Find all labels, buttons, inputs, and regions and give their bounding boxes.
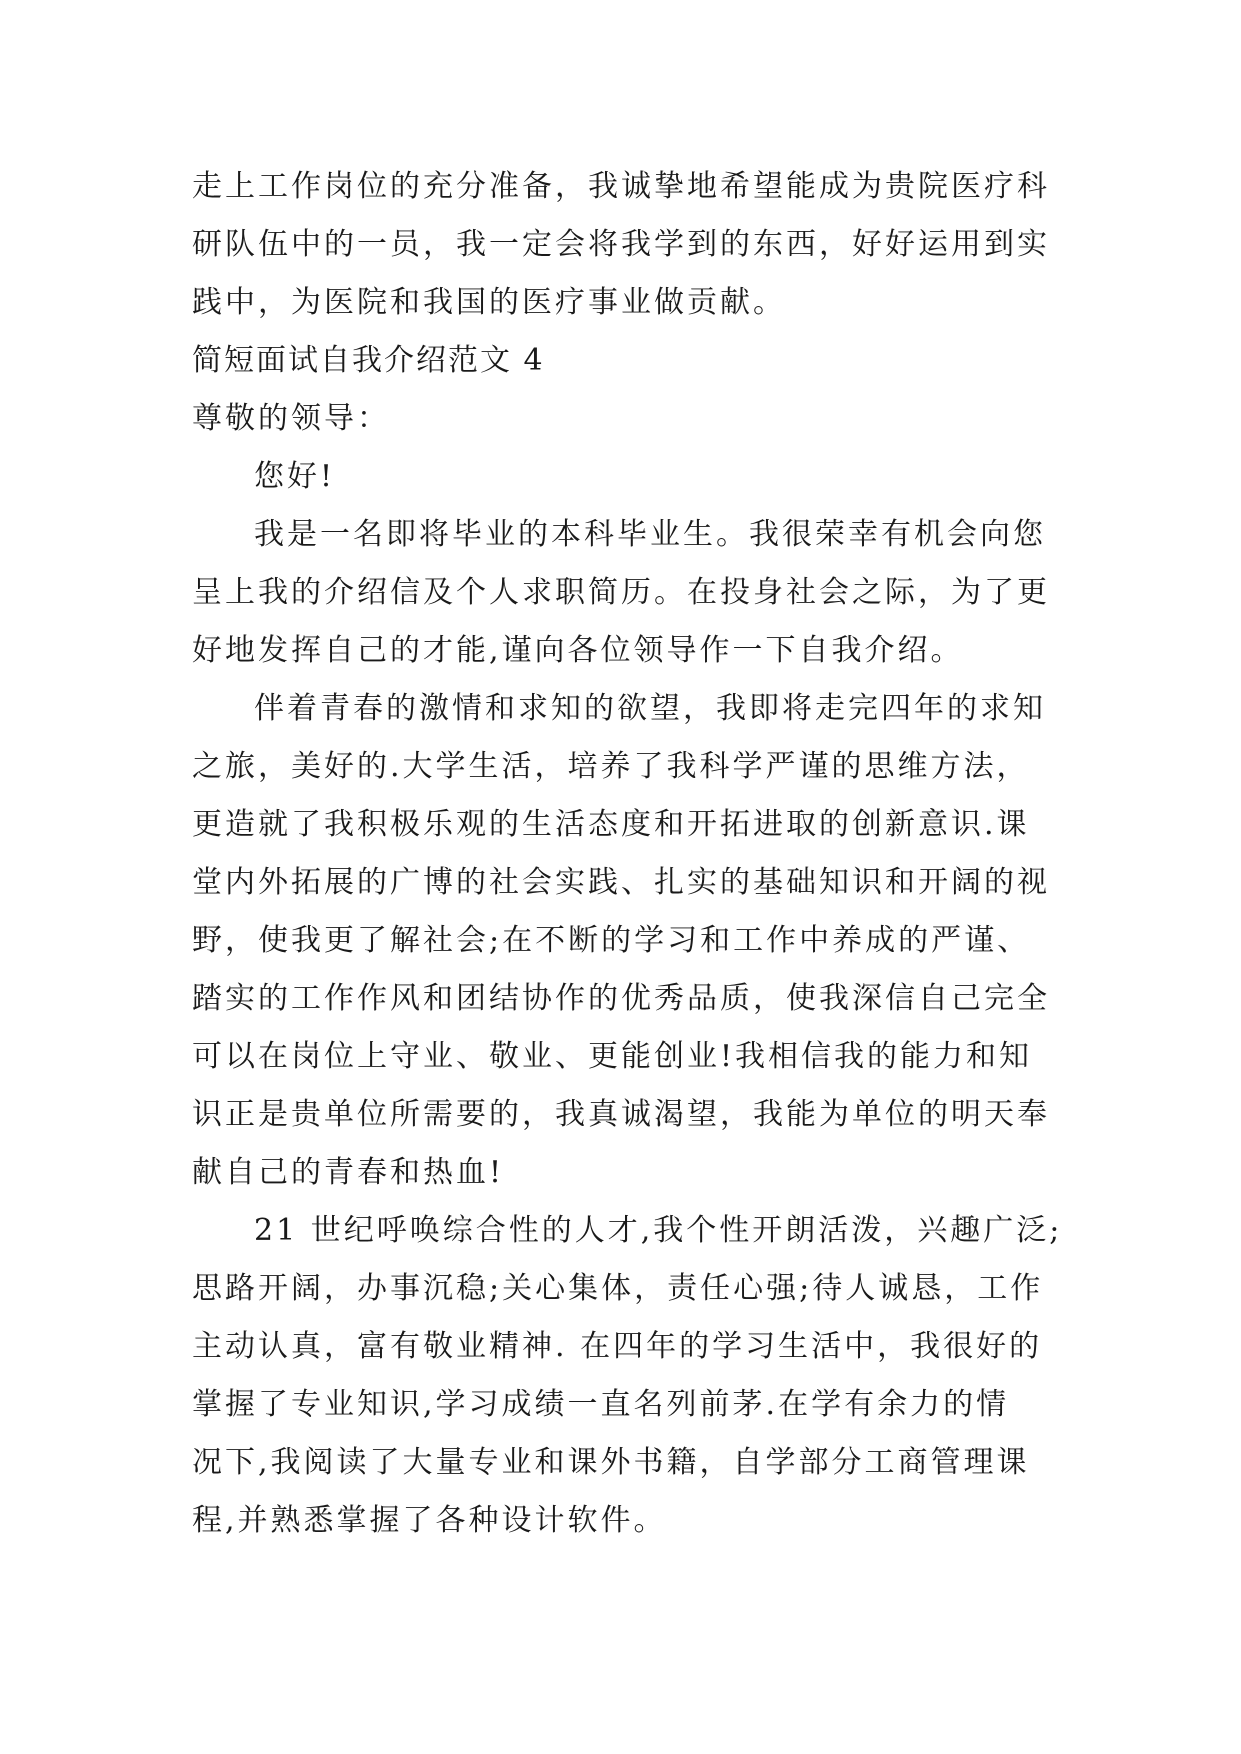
text-line: 主动认真，富有敬业精神. 在四年的学习生活中，我很好的	[192, 1329, 1043, 1364]
text-line: 我是一名即将毕业的本科毕业生。我很荣幸有机会向您	[254, 517, 1046, 552]
text-line: 可以在岗位上守业、敬业、更能创业!我相信我的能力和知	[192, 1039, 1033, 1074]
text-line: 好地发挥自己的才能,谨向各位领导作一下自我介绍。	[192, 633, 964, 668]
text-line: 程,并熟悉掌握了各种设计软件。	[192, 1503, 667, 1538]
text-line: 踏实的工作作风和团结协作的优秀品质，使我深信自己完全	[192, 981, 1050, 1016]
document-body	[192, 158, 1063, 1550]
text-line: 呈上我的介绍信及个人求职简历。在投身社会之际，为了更	[192, 575, 1050, 610]
text-line: 野，使我更了解社会;在不断的学习和工作中养成的严谨、	[192, 923, 1031, 958]
paragraph-2	[192, 680, 1052, 1202]
text-line: 21 世纪呼唤综合性的人才,我个性开朗活泼，兴趣广泛;	[254, 1213, 1063, 1248]
text-line: 践中，为医院和我国的医疗事业做贡献。	[192, 285, 786, 320]
paragraph-3	[192, 1202, 1063, 1550]
text-line: 掌握了专业知识,学习成绩一直名列前茅.在学有余力的情	[192, 1387, 1010, 1422]
text-line: 研队伍中的一员，我一定会将我学到的东西，好好运用到实	[192, 227, 1050, 262]
text-line: 堂内外拓展的广博的社会实践、扎实的基础知识和开阔的视	[192, 865, 1050, 900]
intro-paragraph	[192, 158, 1052, 332]
section-title: 简短面试自我介绍范文 4	[192, 343, 545, 378]
greeting: 您好!	[254, 459, 336, 494]
text-line: 献自己的青春和热血!	[192, 1155, 505, 1190]
paragraph-1	[192, 506, 1052, 680]
salutation: 尊敬的领导：	[192, 401, 390, 436]
text-line: 况下,我阅读了大量专业和课外书籍，自学部分工商管理课	[192, 1445, 1030, 1480]
text-line: 之旅，美好的.大学生活，培养了我科学严谨的思维方法，	[192, 749, 1030, 784]
text-line: 伴着青春的激情和求知的欲望，我即将走完四年的求知	[254, 691, 1046, 726]
text-line: 走上工作岗位的充分准备，我诚挚地希望能成为贵院医疗科	[192, 169, 1050, 204]
text-line: 识正是贵单位所需要的，我真诚渴望，我能为单位的明天奉	[192, 1097, 1050, 1132]
text-line: 思路开阔，办事沉稳;关心集体，责任心强;待人诚恳，工作	[192, 1271, 1044, 1306]
text-line: 更造就了我积极乐观的生活态度和开拓进取的创新意识.课	[192, 807, 1030, 842]
